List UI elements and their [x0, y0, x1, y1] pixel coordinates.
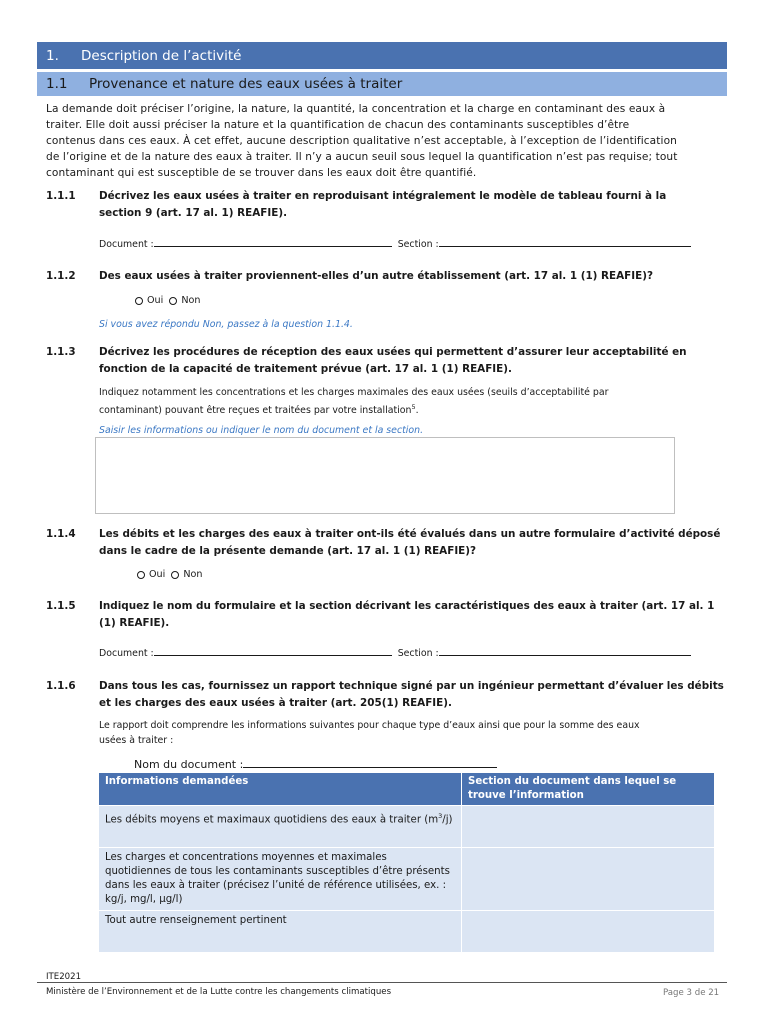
table-cell-input[interactable]: [462, 806, 715, 848]
row-label-end: /j): [442, 814, 453, 826]
question-note: [99, 385, 719, 418]
document-input[interactable]: [154, 236, 392, 247]
question-text: Décrivez les eaux usées à traiter en reproduisant intégralement le modèle de tableau fourni à la section 9 (art. 17 al. 1) REAFIE).: [99, 190, 667, 219]
document-label: Document :: [99, 239, 154, 250]
document-section-fields: [99, 236, 691, 252]
question-number: 1.1.3: [46, 346, 76, 358]
radio-non[interactable]: [169, 297, 177, 305]
input-hint: Saisir les informations ou indiquer le nom du document et la section.: [99, 425, 424, 436]
note-line: Indiquez notamment les concentrations et les charges maximales des eaux usées (seuils d’acceptabilité par: [99, 387, 609, 398]
intro-line: traiter. Elle doit aussi préciser la nature et la quantification de chacun des contaminants susceptibles d’être: [46, 119, 630, 131]
question-number: 1.1.4: [46, 528, 76, 540]
radio-label-oui: Oui: [147, 295, 164, 306]
intro-line: La demande doit préciser l’origine, la nature, la quantité, la concentration et la charge en contaminant des eaux à: [46, 103, 666, 115]
skip-hint: Si vous avez répondu Non, passez à la question 1.1.4.: [99, 319, 353, 330]
question-text: Indiquez le nom du formulaire et la section décrivant les caractéristiques des eaux à traiter (art. 17 al. 1 (1) REAFIE).: [99, 600, 715, 629]
question-note: [99, 718, 719, 748]
section-input[interactable]: [439, 645, 691, 656]
table-header: Informations demandées: [99, 773, 462, 806]
document-name-input[interactable]: [243, 757, 497, 768]
section-number: 1.: [46, 47, 59, 64]
intro-paragraph: [46, 101, 736, 181]
note-line: [99, 400, 719, 418]
radio-oui[interactable]: [135, 297, 143, 305]
table-row: [99, 806, 715, 848]
question-text: Des eaux usées à traiter proviennent-elles d’un autre établissement (art. 17 al. 1 (1) REAFIE)?: [99, 270, 654, 282]
question-text: Dans tous les cas, fournissez un rapport technique signé par un ingénieur permettant d’évaluer les débits et les charges des eaux usées à traiter (art. 205(1) REAFIE).: [99, 680, 724, 709]
section-input[interactable]: [439, 236, 691, 247]
radio-label-non: Non: [181, 295, 201, 306]
table-cell-input[interactable]: [462, 911, 715, 953]
form-code: ITE2021: [46, 972, 82, 982]
information-table: [98, 772, 715, 953]
document-name-field: [134, 757, 497, 771]
table-header-row: [99, 773, 715, 806]
table-cell-label: Tout autre renseignement pertinent: [99, 911, 462, 953]
note-end: .: [415, 405, 419, 417]
table-row: [99, 911, 715, 953]
question-number: 1.1.2: [46, 270, 76, 282]
ministry-name: Ministère de l’Environnement et de la Lutte contre les changements climatiques: [46, 987, 392, 997]
table-cell-label: [99, 806, 462, 848]
intro-line: contenus dans ces eaux. À cet effet, aucune description qualitative n’est acceptable, à l’exception de l’identification: [46, 135, 677, 147]
note-line: Le rapport doit comprendre les informations suivantes pour chaque type d’eaux ainsi que pour la somme des eaux: [99, 720, 640, 731]
subsection-number: 1.1: [46, 76, 68, 92]
section-title: Description de l’activité: [81, 47, 242, 64]
intro-line: de l’origine et de la nature des eaux à traiter. Il n’y a aucun seuil sous lequel la quantification n’est pas requise; tout: [46, 151, 678, 163]
radio-group: [137, 569, 202, 580]
radio-non[interactable]: [171, 571, 179, 579]
row-label: Les débits moyens et maximaux quotidiens des eaux à traiter (m: [105, 814, 439, 826]
section-header-1-1: [37, 72, 727, 96]
note-text: contaminant) pouvant être reçues et traitées par votre installation: [99, 405, 412, 417]
document-input[interactable]: [154, 645, 392, 656]
table-cell-label: Les charges et concentrations moyennes et maximales quotidiennes de tous les contaminants susceptibles d’être présents dans les eaux à traiter (précisez l’unité de référence utilisées, ex. : kg/j, mg/l, µg/l): [99, 848, 462, 911]
question-number: 1.1.5: [46, 600, 76, 612]
question-text: Décrivez les procédures de réception des eaux usées qui permettent d’assurer leur acceptabilité en fonction de la capacité de traitement prévue (art. 17 al. 1 (1) REAFIE).: [99, 346, 687, 375]
intro-line: contaminant qui est susceptible de se trouver dans les eaux doit être quantifié.: [46, 167, 477, 179]
radio-label-non: Non: [183, 569, 203, 580]
footer-divider: [37, 982, 727, 983]
answer-textarea[interactable]: [95, 437, 675, 514]
document-name-label: Nom du document :: [134, 758, 244, 771]
section-header-1: [37, 42, 727, 69]
table-cell-input[interactable]: [462, 848, 715, 911]
document-section-fields: [99, 645, 691, 661]
radio-group: [135, 295, 200, 306]
question-number: 1.1.6: [46, 680, 76, 692]
subsection-title: Provenance et nature des eaux usées à traiter: [89, 76, 403, 92]
footnote-ref: 5: [411, 403, 416, 411]
section-label: Section :: [397, 239, 439, 250]
radio-label-oui: Oui: [149, 569, 166, 580]
note-line: usées à traiter :: [99, 735, 174, 746]
document-label: Document :: [99, 648, 154, 659]
radio-oui[interactable]: [137, 571, 145, 579]
page-number: Page 3 de 21: [663, 988, 720, 998]
table-row: [99, 848, 715, 911]
question-number: 1.1.1: [46, 190, 76, 202]
section-label: Section :: [397, 648, 439, 659]
superscript: 3: [438, 812, 443, 820]
table-header: Section du document dans lequel se trouve l’information: [462, 773, 715, 806]
question-text: Les débits et les charges des eaux à traiter ont-ils été évalués dans un autre formulaire d’activité déposé dans le cadre de la présente demande (art. 17 al. 1 (1) REAFIE)?: [99, 528, 721, 557]
